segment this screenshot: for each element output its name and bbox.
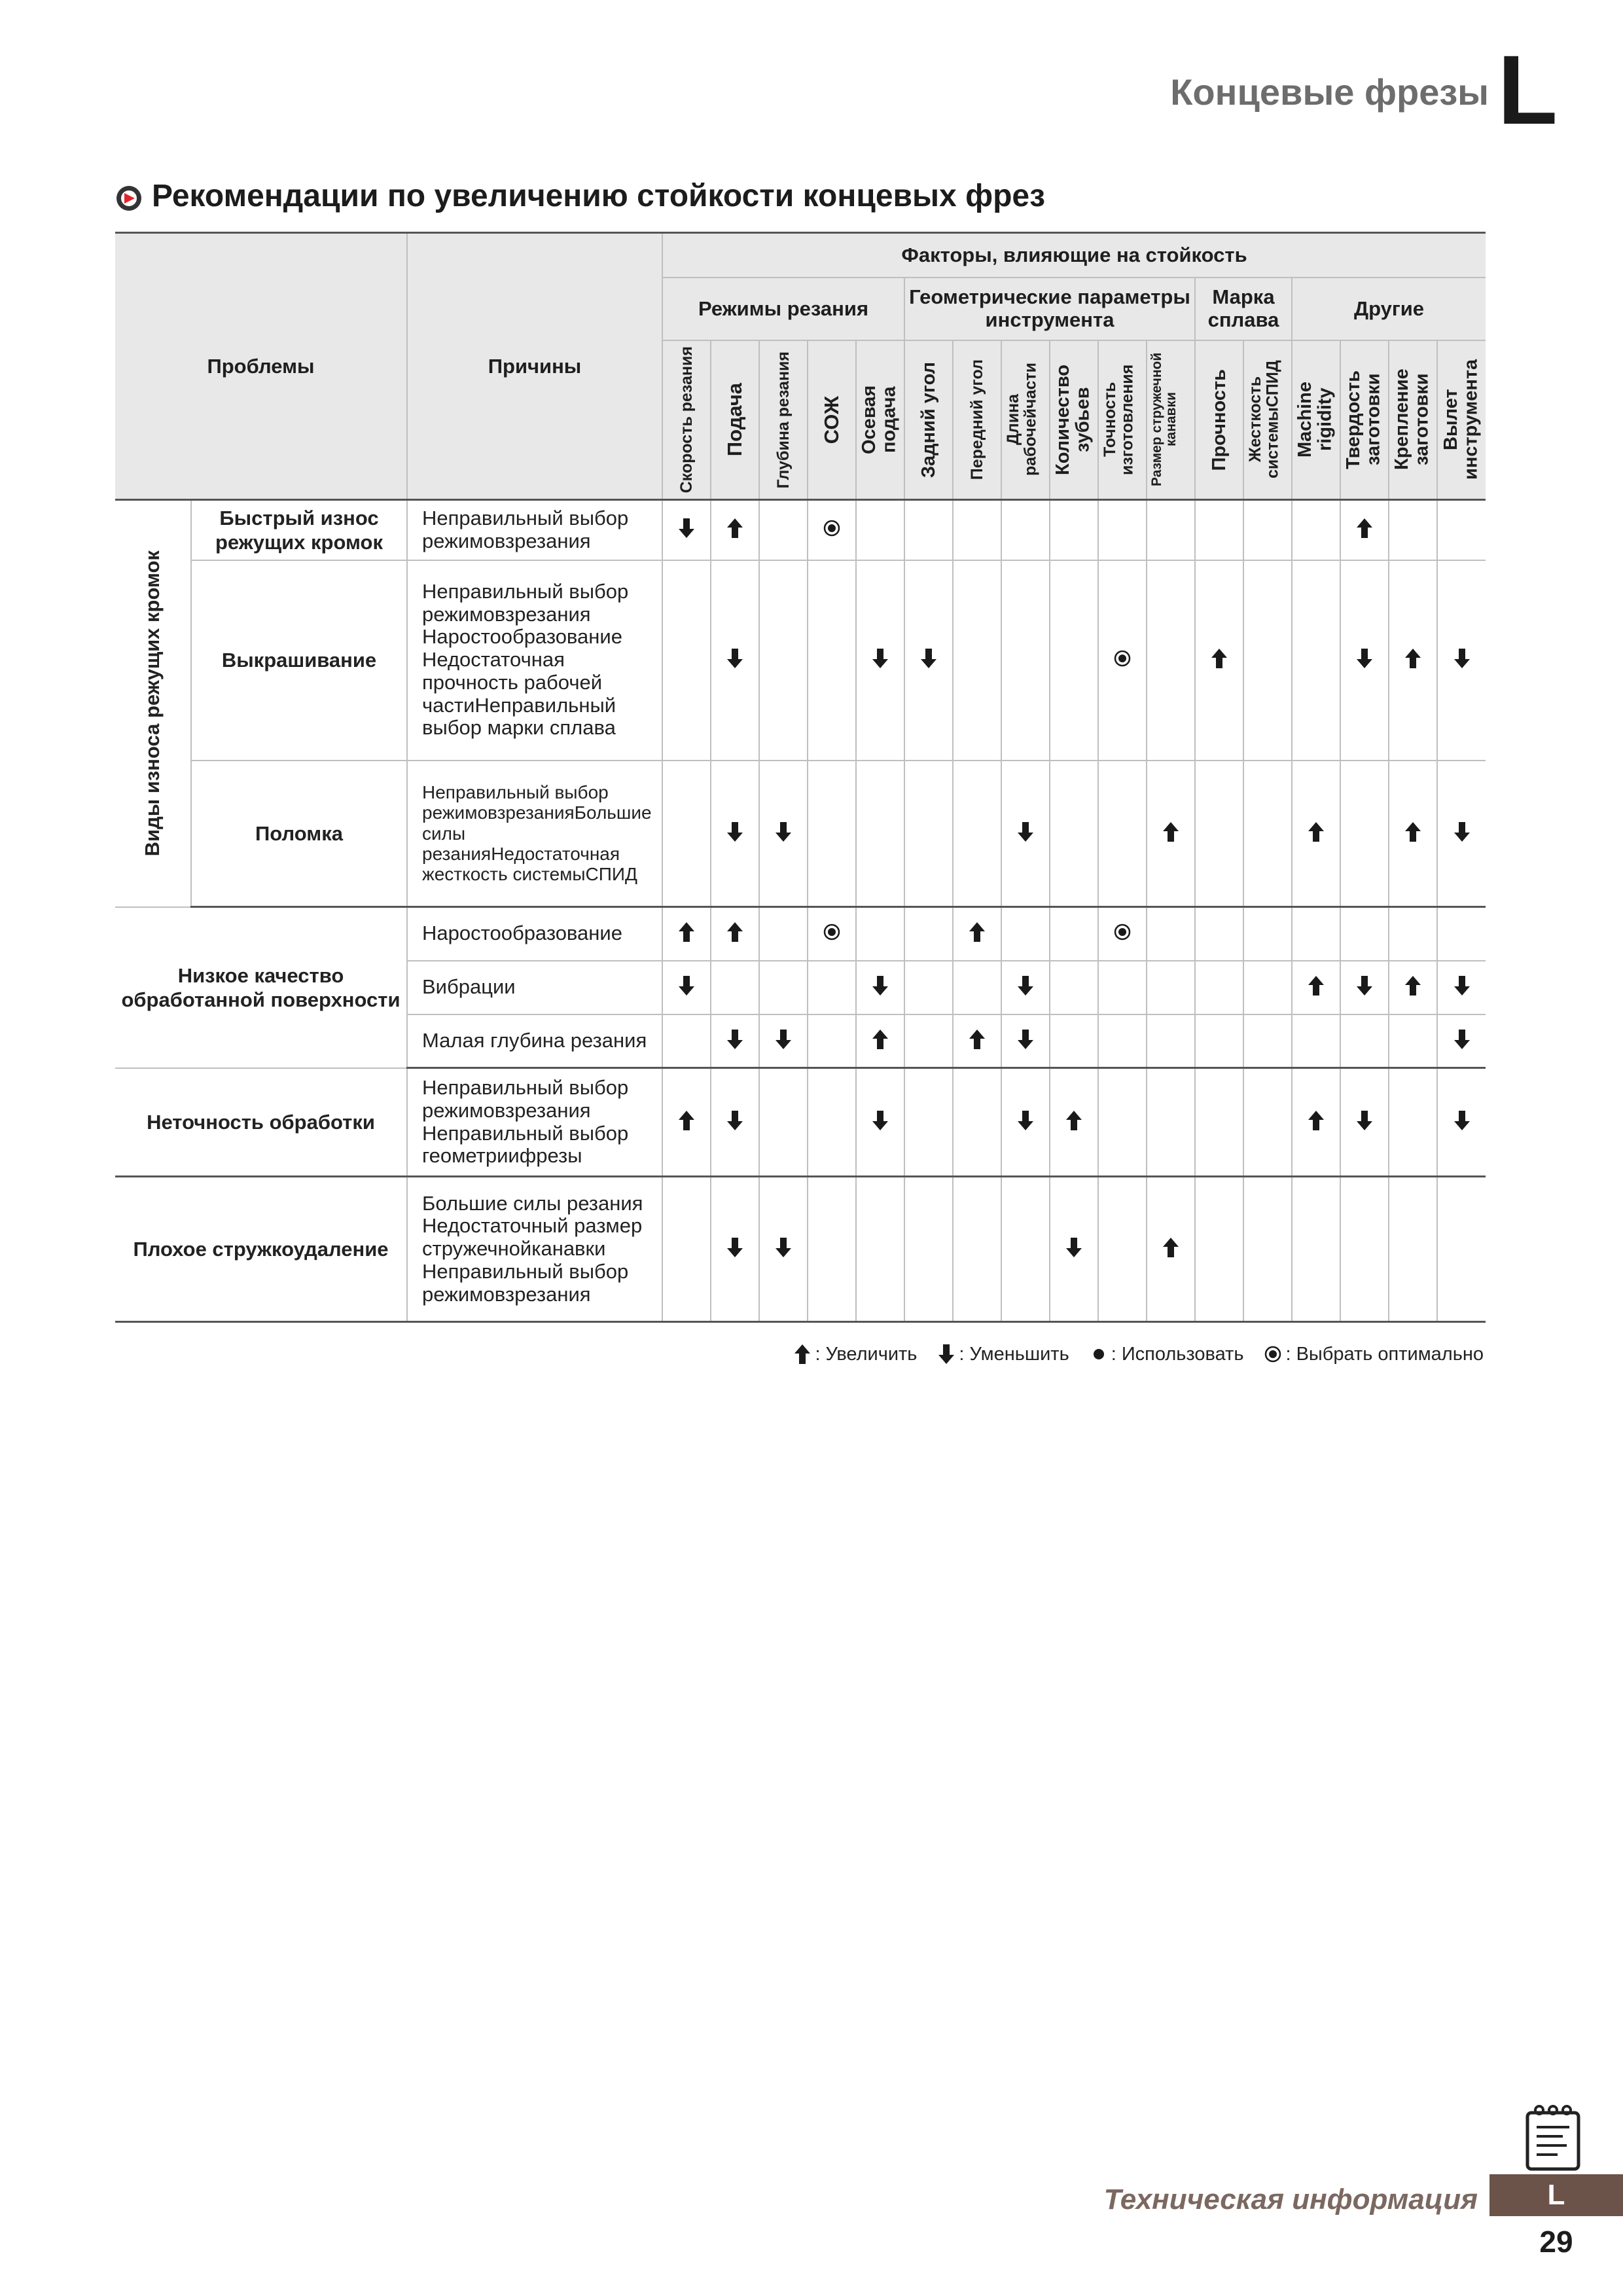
- mark-cell: [1340, 1068, 1389, 1177]
- group-geometry: Геометрические параметры инструмента: [904, 278, 1195, 340]
- notebook-icon: [1517, 2101, 1589, 2173]
- mark-cell: [904, 560, 953, 761]
- arrow-up-icon: [677, 921, 696, 943]
- mark-cell: [808, 961, 856, 1014]
- arrow-up-icon: [1161, 821, 1181, 843]
- arrow-down-icon: [870, 647, 890, 670]
- mark-cell: [1195, 907, 1243, 961]
- mark-cell: [1050, 500, 1098, 560]
- group-cutting-modes: Режимы резания: [662, 278, 904, 340]
- mark-cell: [1389, 907, 1437, 961]
- col-cutting-speed: Скорость резания: [662, 340, 711, 500]
- mark-cell: [1147, 560, 1195, 761]
- arrow-up-icon: [870, 1028, 890, 1050]
- cause-cell: Неправильный выбор режимовзрезания: [407, 500, 662, 560]
- mark-cell: [904, 1068, 953, 1177]
- mark-cell: [808, 500, 856, 560]
- col-working-length: Длина рабочейчасти: [1001, 340, 1050, 500]
- mark-cell: [1292, 1177, 1340, 1322]
- col-tool-overhang: Вылет инструмента: [1437, 340, 1486, 500]
- mark-cell: [1050, 1177, 1098, 1322]
- mark-cell: [953, 500, 1001, 560]
- arrow-up-icon: [1306, 1109, 1326, 1132]
- arrow-up-icon: [1403, 975, 1423, 997]
- problem-breakage: Поломка: [191, 761, 407, 907]
- mark-cell: [856, 907, 904, 961]
- mark-cell: [1098, 1068, 1147, 1177]
- mark-cell: [1147, 1177, 1195, 1322]
- mark-cell: [856, 1014, 904, 1068]
- mark-cell: [808, 1177, 856, 1322]
- mark-cell: [856, 560, 904, 761]
- mark-cell: [1001, 500, 1050, 560]
- arrow-up-icon: [1064, 1109, 1084, 1132]
- mark-cell: [1437, 560, 1486, 761]
- mark-cell: [904, 761, 953, 907]
- arrow-down-icon: [1064, 1236, 1084, 1259]
- mark-cell: [1147, 961, 1195, 1014]
- header-problems: Проблемы: [115, 233, 407, 500]
- mark-cell: [1243, 907, 1292, 961]
- mark-cell: [1340, 907, 1389, 961]
- recommendations-table: [115, 232, 1484, 1329]
- mark-cell: [1147, 500, 1195, 560]
- mark-cell: [904, 500, 953, 560]
- mark-cell: [1437, 1177, 1486, 1322]
- mark-cell: [856, 1177, 904, 1322]
- cause-cell: Неправильный выбор режимовзрезания Неправильный выбор геометриифрезы: [407, 1068, 662, 1177]
- mark-cell: [759, 761, 808, 907]
- mark-cell: [1147, 1014, 1195, 1068]
- arrow-down-icon: [677, 975, 696, 997]
- mark-cell: [953, 761, 1001, 907]
- arrow-down-icon: [1452, 821, 1472, 843]
- arrow-up-icon: [1355, 517, 1374, 539]
- arrow-down-icon: [870, 1109, 890, 1132]
- mark-cell: [662, 1014, 711, 1068]
- problem-chip-evacuation: Плохое стружкоудаление: [115, 1177, 407, 1322]
- mark-cell: [1389, 1177, 1437, 1322]
- legend-increase: : Увеличить: [793, 1343, 917, 1365]
- page-header-title: Концевые фрезы: [1170, 71, 1489, 113]
- mark-cell: [1340, 961, 1389, 1014]
- mark-cell: [1098, 761, 1147, 907]
- mark-cell: [1001, 1177, 1050, 1322]
- arrow-down-icon: [725, 821, 745, 843]
- col-machine-rigidity: Machine rigidity: [1292, 340, 1340, 500]
- arrow-down-icon: [1355, 1109, 1374, 1132]
- mark-cell: [662, 761, 711, 907]
- target-icon: [1263, 1343, 1283, 1365]
- arrow-down-icon: [1016, 1109, 1035, 1132]
- mark-cell: [1001, 961, 1050, 1014]
- mark-cell: [904, 1177, 953, 1322]
- section-arrow-icon: [115, 185, 143, 212]
- mark-cell: [1437, 761, 1486, 907]
- mark-cell: [856, 1068, 904, 1177]
- arrow-down-icon: [725, 1109, 745, 1132]
- arrow-up-icon: [1306, 821, 1326, 843]
- col-manufacturing-accuracy: Точность изготовления: [1098, 340, 1147, 500]
- mark-cell: [1195, 961, 1243, 1014]
- arrow-up-icon: [793, 1343, 812, 1365]
- mark-cell: [759, 560, 808, 761]
- table-row: [115, 761, 1486, 907]
- mark-cell: [1292, 500, 1340, 560]
- problem-chipping: Выкрашивание: [191, 560, 407, 761]
- mark-cell: [711, 1177, 759, 1322]
- col-chip-flute-size: Размер стружечной канавки: [1147, 340, 1195, 500]
- mark-cell: [1195, 500, 1243, 560]
- mark-cell: [1389, 761, 1437, 907]
- mark-cell: [1437, 500, 1486, 560]
- mark-cell: [1001, 761, 1050, 907]
- mark-cell: [1050, 907, 1098, 961]
- problem-fast-wear: Быстрый износ режущих кромок: [191, 500, 407, 560]
- table-row: [115, 560, 1486, 761]
- mark-cell: [856, 761, 904, 907]
- mark-cell: [953, 1177, 1001, 1322]
- mark-cell: [1340, 761, 1389, 907]
- side-label-wear-types: Виды износа режущих кромок: [115, 500, 191, 907]
- arrow-down-icon: [725, 1028, 745, 1050]
- cause-cell: Неправильный выбор режимовзрезанияБольшие силы резанияНедостаточная жесткость системыСПИД: [407, 761, 662, 907]
- mark-cell: [1001, 560, 1050, 761]
- mark-cell: [1340, 1014, 1389, 1068]
- mark-cell: [759, 500, 808, 560]
- mark-cell: [1292, 1014, 1340, 1068]
- mark-cell: [1001, 907, 1050, 961]
- mark-cell: [1243, 761, 1292, 907]
- mark-cell: [711, 961, 759, 1014]
- mark-cell: [904, 961, 953, 1014]
- table-row: [115, 1068, 1486, 1177]
- mark-cell: [1147, 907, 1195, 961]
- dot-icon: [1089, 1343, 1109, 1365]
- arrow-down-icon: [870, 975, 890, 997]
- mark-cell: [1389, 1014, 1437, 1068]
- arrow-down-icon: [677, 517, 696, 539]
- col-feed: Подача: [711, 340, 759, 500]
- mark-cell: [1050, 1014, 1098, 1068]
- arrow-up-icon: [725, 517, 745, 539]
- mark-cell: [1292, 961, 1340, 1014]
- target-icon: [822, 921, 842, 943]
- mark-cell: [662, 907, 711, 961]
- mark-cell: [1243, 1177, 1292, 1322]
- page-header-letter: L: [1497, 35, 1558, 145]
- mark-cell: [1195, 1014, 1243, 1068]
- table-row: [115, 500, 1486, 560]
- mark-cell: [1389, 1068, 1437, 1177]
- arrow-up-icon: [1161, 1236, 1181, 1259]
- col-coolant: СОЖ: [808, 340, 856, 500]
- mark-cell: [1195, 761, 1243, 907]
- mark-cell: [711, 1068, 759, 1177]
- mark-cell: [662, 560, 711, 761]
- legend: [793, 1343, 1484, 1365]
- footer-section-name: Техническая информация: [1103, 2183, 1478, 2215]
- arrow-down-icon: [1452, 647, 1472, 670]
- mark-cell: [1050, 761, 1098, 907]
- mark-cell: [1243, 1068, 1292, 1177]
- mark-cell: [662, 500, 711, 560]
- mark-cell: [904, 1014, 953, 1068]
- arrow-up-icon: [725, 921, 745, 943]
- cause-cell: Наростообразование: [407, 907, 662, 961]
- mark-cell: [1050, 961, 1098, 1014]
- mark-cell: [711, 560, 759, 761]
- mark-cell: [808, 907, 856, 961]
- mark-cell: [1098, 1014, 1147, 1068]
- arrow-down-icon: [774, 1236, 793, 1259]
- mark-cell: [1437, 907, 1486, 961]
- mark-cell: [1050, 1068, 1098, 1177]
- arrow-down-icon: [725, 647, 745, 670]
- mark-cell: [1389, 560, 1437, 761]
- cause-cell: Малая глубина резания: [407, 1014, 662, 1068]
- arrow-down-icon: [936, 1343, 956, 1365]
- group-alloy: Марка сплава: [1195, 278, 1292, 340]
- arrow-down-icon: [1355, 975, 1374, 997]
- mark-cell: [711, 907, 759, 961]
- mark-cell: [1243, 560, 1292, 761]
- target-icon: [822, 517, 842, 539]
- arrow-up-icon: [1403, 821, 1423, 843]
- mark-cell: [1340, 500, 1389, 560]
- mark-cell: [1098, 1177, 1147, 1322]
- mark-cell: [1437, 1014, 1486, 1068]
- mark-cell: [953, 907, 1001, 961]
- mark-cell: [711, 761, 759, 907]
- cause-cell: Неправильный выбор режимовзрезания Наростообразование Недостаточная прочность рабочей частиНеправильный выбор марки сплава: [407, 560, 662, 761]
- col-clearance-angle: Задний угол: [904, 340, 953, 500]
- mark-cell: [662, 1068, 711, 1177]
- mark-cell: [1195, 1177, 1243, 1322]
- arrow-down-icon: [1355, 647, 1374, 670]
- mark-cell: [1098, 907, 1147, 961]
- mark-cell: [1389, 500, 1437, 560]
- mark-cell: [953, 961, 1001, 1014]
- legend-use: : Использовать: [1089, 1343, 1244, 1365]
- mark-cell: [1195, 560, 1243, 761]
- arrow-down-icon: [919, 647, 938, 670]
- mark-cell: [759, 1068, 808, 1177]
- mark-cell: [1195, 1068, 1243, 1177]
- arrow-down-icon: [1016, 1028, 1035, 1050]
- mark-cell: [662, 961, 711, 1014]
- mark-cell: [1243, 500, 1292, 560]
- mark-cell: [1098, 560, 1147, 761]
- mark-cell: [759, 907, 808, 961]
- table-row: [115, 907, 1486, 961]
- mark-cell: [1389, 961, 1437, 1014]
- target-icon: [1113, 921, 1132, 943]
- legend-optimal: : Выбрать оптимально: [1263, 1343, 1484, 1365]
- header-causes: Причины: [407, 233, 662, 500]
- col-strength: Прочность: [1195, 340, 1243, 500]
- mark-cell: [1340, 560, 1389, 761]
- mark-cell: [856, 500, 904, 560]
- mark-cell: [1292, 560, 1340, 761]
- cause-cell: Большие силы резания Недостаточный размер стружечнойканавки Неправильный выбор режимовзрезания: [407, 1177, 662, 1322]
- mark-cell: [1243, 961, 1292, 1014]
- mark-cell: [1292, 1068, 1340, 1177]
- mark-cell: [1243, 1014, 1292, 1068]
- target-icon: [1113, 647, 1132, 670]
- mark-cell: [808, 1014, 856, 1068]
- col-workpiece-clamping: Крепление заготовки: [1389, 340, 1437, 500]
- col-workpiece-hardness: Твердость заготовки: [1340, 340, 1389, 500]
- arrow-down-icon: [774, 1028, 793, 1050]
- mark-cell: [1001, 1014, 1050, 1068]
- arrow-up-icon: [967, 1028, 987, 1050]
- cause-cell: Вибрации: [407, 961, 662, 1014]
- mark-cell: [662, 1177, 711, 1322]
- arrow-up-icon: [1403, 647, 1423, 670]
- mark-cell: [1292, 907, 1340, 961]
- mark-cell: [1001, 1068, 1050, 1177]
- col-teeth-count: Количество зубьев: [1050, 340, 1098, 500]
- mark-cell: [759, 1177, 808, 1322]
- table-row: [115, 1177, 1486, 1322]
- mark-cell: [808, 1068, 856, 1177]
- arrow-down-icon: [1452, 975, 1472, 997]
- arrow-down-icon: [725, 1236, 745, 1259]
- arrow-down-icon: [1016, 975, 1035, 997]
- mark-cell: [904, 907, 953, 961]
- mark-cell: [953, 1068, 1001, 1177]
- section-title: Рекомендации по увеличению стойкости концевых фрез: [152, 179, 1045, 213]
- mark-cell: [711, 1014, 759, 1068]
- group-other: Другие: [1292, 278, 1486, 340]
- mark-cell: [1437, 1068, 1486, 1177]
- mark-cell: [1147, 1068, 1195, 1177]
- mark-cell: [953, 1014, 1001, 1068]
- footer-letter: L: [1547, 2179, 1565, 2211]
- mark-cell: [759, 961, 808, 1014]
- mark-cell: [1147, 761, 1195, 907]
- problem-inaccuracy: Неточность обработки: [115, 1068, 407, 1177]
- mark-cell: [1340, 1177, 1389, 1322]
- mark-cell: [808, 761, 856, 907]
- mark-cell: [953, 560, 1001, 761]
- arrow-down-icon: [774, 821, 793, 843]
- mark-cell: [808, 560, 856, 761]
- arrow-up-icon: [967, 921, 987, 943]
- header-factors: Факторы, влияющие на стойкость: [662, 233, 1486, 278]
- col-system-rigidity: Жесткость системыСПИД: [1243, 340, 1292, 500]
- problem-poor-surface: Низкое качество обработанной поверхности: [115, 907, 407, 1068]
- mark-cell: [1098, 961, 1147, 1014]
- col-axial-feed: Осевая подача: [856, 340, 904, 500]
- mark-cell: [1098, 500, 1147, 560]
- mark-cell: [856, 961, 904, 1014]
- arrow-down-icon: [1452, 1109, 1472, 1132]
- arrow-up-icon: [1209, 647, 1229, 670]
- col-rake-angle: Передний угол: [953, 340, 1001, 500]
- mark-cell: [711, 500, 759, 560]
- col-cut-depth: Глубина резания: [759, 340, 808, 500]
- arrow-up-icon: [1306, 975, 1326, 997]
- mark-cell: [1437, 961, 1486, 1014]
- page-number: 29: [1539, 2225, 1573, 2259]
- mark-cell: [1050, 560, 1098, 761]
- mark-cell: [759, 1014, 808, 1068]
- mark-cell: [1292, 761, 1340, 907]
- arrow-down-icon: [1016, 821, 1035, 843]
- arrow-down-icon: [1452, 1028, 1472, 1050]
- legend-decrease: : Уменьшить: [936, 1343, 1069, 1365]
- arrow-up-icon: [677, 1109, 696, 1132]
